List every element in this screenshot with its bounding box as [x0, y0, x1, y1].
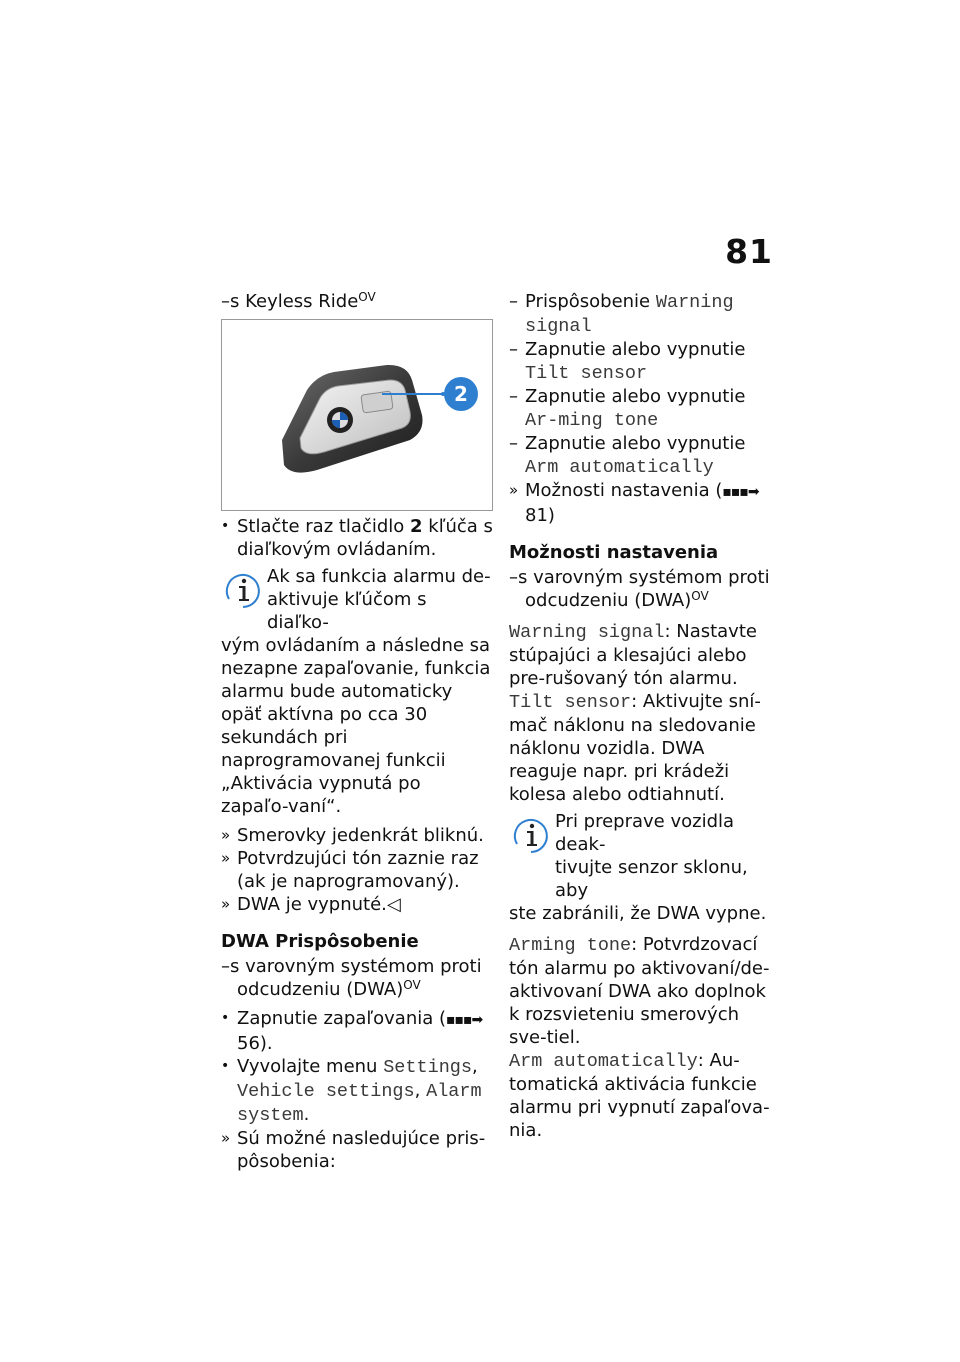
arrow-icon: »: [221, 826, 231, 844]
note-line-1: Pri preprave vozidla deak-: [555, 811, 735, 855]
arm-automatically-desc: Arm automatically: Au-tomatická aktivácia funkcie alarmu pri vypnutí zapaľova-nia.: [509, 1050, 770, 1141]
result-item: » Potvrdzujúci tón zaznie raz (ak je naprogramovaný).: [221, 848, 479, 892]
tilt-sensor-desc: Tilt sensor: Aktivujte sní-mač náklonu na sledovanie náklonu vozidla. DWA reaguje napr. pri krádeži kolesa alebo odtiahnutí.: [509, 691, 761, 805]
info-icon: [511, 814, 551, 856]
page-number: 81: [725, 232, 773, 271]
key-fob-figure: [221, 319, 493, 511]
result-item: » DWA je vypnuté.◁: [221, 894, 401, 915]
option-item: – Prispôsobenie Warning signal: [509, 291, 734, 337]
options-condition: –s varovným systémom proti odcudzeniu (DWA)$^{OV}$: [509, 567, 770, 611]
menu-settings: Settings: [383, 1057, 473, 1078]
note-line-1: Ak sa funkcia alarmu de-: [267, 566, 491, 587]
ov-superscript: OV: [358, 290, 376, 304]
dwa-condition: –s varovným systémom proti odcudzeniu (DWA)$^{OV}$: [221, 956, 482, 1000]
callout-number: 2: [454, 382, 468, 406]
page-ref[interactable]: 56: [237, 1033, 260, 1054]
step-press-button: • Stlačte raz tlačidlo 2 kľúča s diaľkovým ovládaním.: [221, 516, 493, 560]
page-ref-arrow-icon: ▪▪▪➡: [446, 1012, 483, 1028]
option-item: – Zapnutie alebo vypnutie Tilt sensor: [509, 339, 746, 384]
menu-alarm-system: Alarm system: [237, 1081, 482, 1126]
arrow-icon: »: [509, 481, 519, 499]
section-heading-options: Možnosti nastavenia: [509, 542, 719, 563]
warning-signal-desc: Warning signal: Nastavte stúpajúci a klesajúci alebo pre-rušovaný tón alarmu.: [509, 621, 757, 689]
page-ref[interactable]: 81: [525, 505, 548, 526]
end-mark-icon: ◁: [386, 894, 401, 915]
result-options: » Sú možné nasledujúce pris-pôsobenia:: [221, 1128, 486, 1172]
menu-vehicle-settings: Vehicle settings: [237, 1081, 415, 1102]
option-item: – Zapnutie alebo vypnutie Arm automatically: [509, 433, 746, 478]
section-heading-dwa: DWA Prispôsobenie: [221, 931, 419, 952]
step-ignition: • Zapnutie zapaľovania (▪▪▪➡ 56).: [221, 1008, 483, 1054]
arrow-icon: »: [221, 849, 231, 867]
page-ref-arrow-icon: ▪▪▪➡: [722, 484, 759, 500]
arming-tone-desc: Arming tone: Potvrdzovací tón alarmu po aktivovaní/de-aktivovaní DWA ako doplnok k rozsvieteniu smerových sve-tiel.: [509, 934, 770, 1048]
info-icon: [223, 569, 263, 611]
right-column: [509, 290, 777, 1142]
settings-ref: » Možnosti nastavenia (▪▪▪➡ 81): [509, 480, 759, 526]
bullet-icon: •: [221, 1058, 230, 1074]
arrow-icon: »: [221, 1129, 231, 1147]
note-line-2: tivujte senzor sklonu, aby: [555, 857, 748, 901]
keyless-ride-condition: –s Keyless Ride$^{OV}$: [221, 290, 376, 312]
arrow-icon: »: [221, 895, 231, 913]
bullet-icon: •: [221, 1010, 230, 1026]
info-note: [221, 565, 493, 818]
key-fob-illustration: [222, 320, 492, 510]
info-note: [509, 810, 777, 925]
result-item: » Smerovky jedenkrát bliknú.: [221, 825, 484, 846]
option-item: – Zapnutie alebo vypnutie Ar-ming tone: [509, 386, 746, 431]
step-menu: • Vyvolajte menu Settings, Vehicle settings, Alarm system.: [221, 1056, 482, 1126]
left-column: [221, 290, 493, 1173]
bullet-icon: •: [221, 518, 230, 534]
note-body: vým ovládaním a následne sa nezapne zapaľovanie, funkcia alarmu bude automaticky opäť aktívna po cca 30 sekundách pri naprogramovanej funkcii „Aktivácia vypnutá po zapaľo-vaní“.: [221, 635, 491, 817]
note-line-2: aktivuje kľúčom s diaľko-: [267, 589, 427, 633]
note-body: ste zabránili, že DWA vypne.: [509, 903, 767, 924]
